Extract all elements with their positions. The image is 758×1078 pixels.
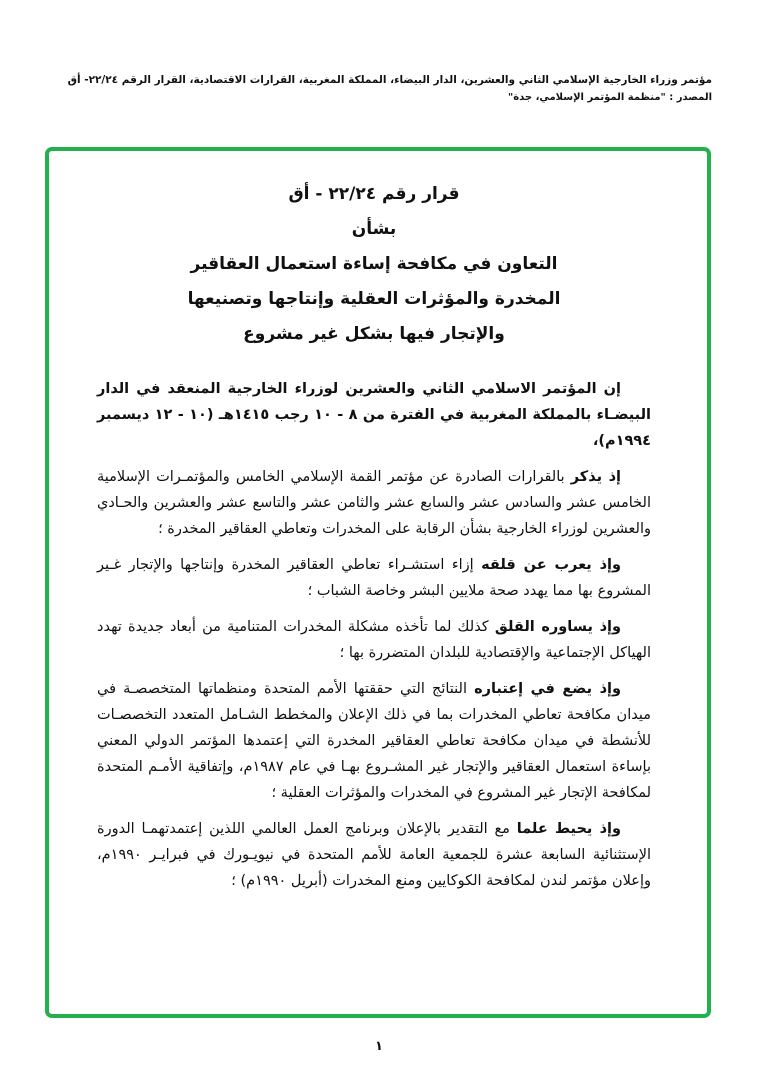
paragraph-lead: وإذ يحيط علما — [516, 821, 621, 837]
resolution-subject-line-2: المخدرة والمؤثرات العقلية وإنتاجها وتصنيعها — [187, 289, 561, 309]
paragraph-text: كذلك لما تأخذه مشكلة المخدرات المتنامية من أبعاد جديدة تهدد الهياكل الإجتماعية والإقتصادية للبلدان المتضررة بها ؛ — [97, 619, 651, 661]
body-paragraph — [97, 676, 651, 806]
paragraph-lead: إن المؤتمر الاسلامي الثاني والعشرين لوزراء الخارجية المنعقد في الدار البيضـاء بالمملكة المغربية في الفترة من ٨ - ١٠ رجب ١٤١٥هـ (١٠ - ١٢ ديسمبر ١٩٩٤م)، — [97, 381, 651, 449]
body-paragraph — [97, 376, 651, 454]
resolution-number: قرار رقم ٢٢/٢٤ - أق — [288, 184, 460, 204]
resolution-title-block — [97, 177, 651, 352]
body-paragraph — [97, 816, 651, 894]
paragraph-text: النتائج التي حققتها الأمم المتحدة ومنظماتها المتخصصـة في ميدان مكافحة تعاطي المخدرات بما في ذلك الإعلان والمخطط الشـامل المتعدد التخصصـات للأنشطة في ميدان مكافحة تعاطي العقاقير المخدرة التي إعتمدها المؤتمر الدولي المعني بإساءة استعمال العقاقير والإتجار غير المشـروع بهـا في عام ١٩٨٧م، وإتفاقية الأمـم المتحدة لمكافحة الإتجار غير المشروع في المخدرات والمؤثرات العقلية ؛ — [97, 681, 652, 801]
paragraph-lead: وإذ يساوره القلق — [494, 619, 621, 635]
resolution-body — [97, 376, 651, 894]
body-paragraph — [97, 552, 651, 604]
paragraph-text: بالقرارات الصادرة عن مؤتمر القمة الإسلامي الخامس والمؤتمـرات الإسلامية الخامس عشر والسادس عشر والسابع عشر والثامن عشر والتاسع عشر والعشرين والحـادي والعشرين لوزراء الخارجية بشأن الرقابة على المخدرات وتعاطي العقاقير المخدرة ؛ — [97, 469, 651, 537]
document-header — [36, 74, 712, 103]
header-citation: مؤتمر وزراء الخارجية الإسلامي الثاني والعشرين، الدار البيضاء، المملكة المغربية، القرارات الاقتصادية، القرار الرقم ٢٢/٢٤- أق — [67, 74, 712, 86]
resolution-box — [45, 147, 711, 1018]
paragraph-lead: إذ يذكر — [570, 469, 622, 485]
header-source: المصدر : "منظمة المؤتمر الإسلامي، جدة" — [507, 92, 712, 103]
resolution-subject-line-1: التعاون في مكافحة إساءة استعمال العقاقير — [190, 254, 558, 274]
resolution-subject-line-3: والإتجار فيها بشكل غير مشروع — [243, 324, 505, 344]
body-paragraph — [97, 614, 651, 666]
paragraph-lead: وإذ يعرب عن قلقه — [481, 557, 621, 573]
paragraph-text: إزاء استشـراء تعاطي العقاقير المخدرة وإنتاجها والإتجار غـير المشروع بها مما يهدد صحة ملايين البشر وخاصة الشباب ؛ — [97, 557, 651, 599]
paragraph-text: مع التقدير بالإعلان وبرنامج العمل العالمي اللذين إعتمدتهمـا الدورة الإستثنائية السابعة عشرة للجمعية العامة للأمم المتحدة في نيويـورك في فبرايـر ١٩٩٠م، وإعلان مؤتمر لندن لمكافحة الكوكايين ومنع المخدرات (أبريل ١٩٩٠م) ؛ — [97, 821, 651, 889]
paragraph-lead: وإذ يضع في إعتباره — [474, 681, 621, 697]
resolution-regarding: بشأن — [351, 219, 397, 239]
page-number: ١ — [375, 1039, 383, 1054]
body-paragraph — [97, 464, 651, 542]
